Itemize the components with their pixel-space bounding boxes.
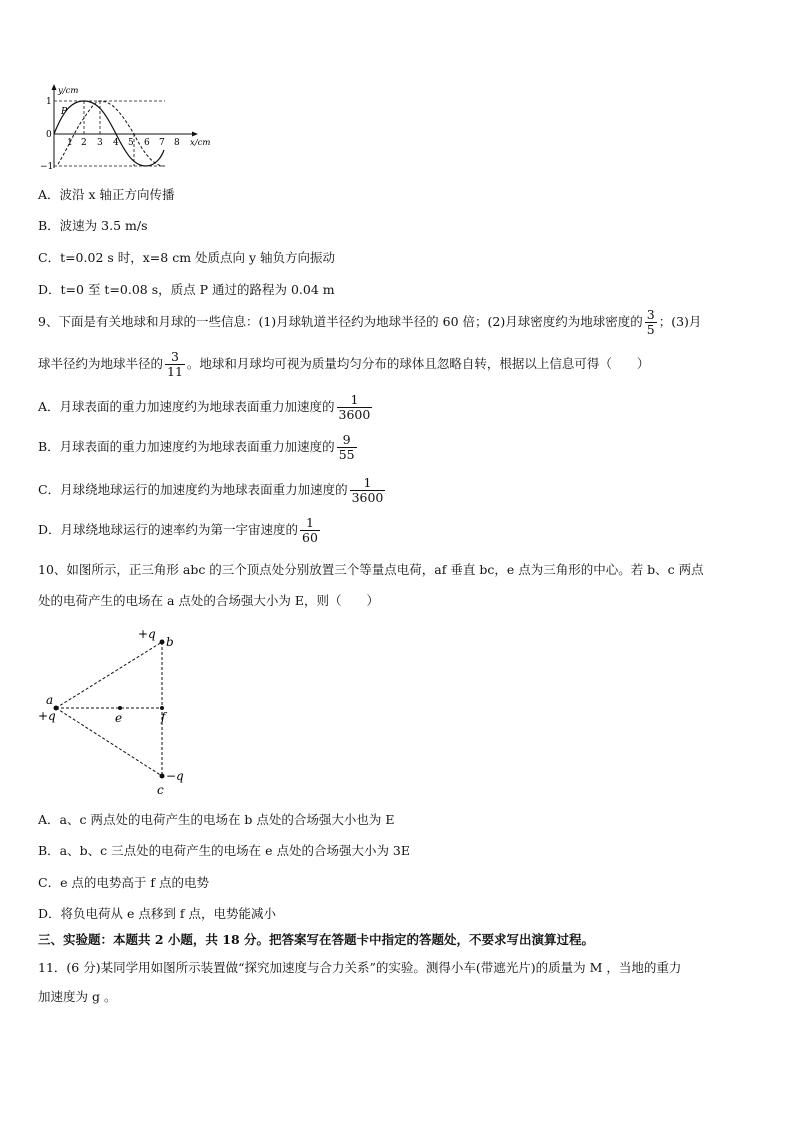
- option-text: C．月球绕地球运行的加速度约为地球表面重力加速度的: [38, 482, 348, 497]
- numerator: 1: [306, 515, 314, 530]
- numerator: 3: [646, 307, 655, 322]
- charge-b: +q: [138, 627, 156, 641]
- q9-option-b: [38, 433, 359, 462]
- charge-c: −q: [166, 769, 184, 783]
- option-fraction: [300, 516, 320, 545]
- x-tick: 5: [128, 138, 134, 148]
- q9-text-1-tail: ；(3)月: [658, 314, 702, 329]
- q10-stem-line1: 10、如图所示，正三角形 abc 的三个顶点处分别放置三个等量点电荷，af 垂直 bc，e 点为三角形的中心。若 b、c 两点: [38, 562, 704, 577]
- label-c: c: [157, 783, 164, 797]
- q9-stem-line1: [38, 308, 701, 337]
- q9-option-a: [38, 393, 374, 422]
- point-e: [118, 706, 122, 710]
- q9-option-c: [38, 476, 387, 505]
- label-e: e: [115, 711, 123, 725]
- numerator: 1: [350, 392, 359, 407]
- option-fraction: [350, 476, 386, 505]
- y-tick-0: 0: [46, 130, 52, 140]
- section-3-heading: 三、实验题：本题共 2 小题，共 18 分。把答案写在答题卡中指定的答题处，不要求写出演算过程。: [38, 932, 595, 947]
- option-text: A．月球表面的重力加速度约为地球表面重力加速度的: [38, 399, 335, 414]
- y-tick-neg1: −1: [40, 162, 54, 172]
- q8-option-d: D．t=0 至 t=0.08 s，质点 P 通过的路程为 0.04 m: [38, 282, 335, 297]
- x-tick: 4: [113, 138, 119, 148]
- x-tick: 1: [67, 138, 73, 148]
- numerator: 3: [170, 349, 179, 364]
- q9-fraction-3-11: [165, 350, 185, 379]
- option-fraction: [337, 393, 373, 422]
- q9-stem-line2: [38, 350, 649, 379]
- q9-text-2: 球半径约为地球半径的: [38, 356, 164, 371]
- q10-option-b: B．a、b、c 三点处的电荷产生的电场在 e 点处的合场强大小为 3E: [38, 843, 411, 858]
- y-arrow: [52, 84, 57, 90]
- x-axis-label: x/cm: [190, 138, 211, 148]
- denominator: 11: [167, 364, 183, 379]
- y-tick-1: 1: [46, 97, 52, 107]
- y-axis-label: y/cm: [58, 86, 79, 96]
- charge-a: +q: [38, 709, 56, 723]
- denominator: 3600: [338, 407, 371, 422]
- q11-stem-line1: 11．(6 分)某同学用如图所示装置做“探究加速度与合力关系”的实验。测得小车(带遮光片)的质量为 M ，当地的重力: [38, 960, 682, 975]
- point-p-label: P: [61, 107, 68, 117]
- label-b: b: [166, 635, 174, 649]
- q8-option-b: B．波速为 3.5 m/s: [38, 218, 148, 233]
- x-tick: 7: [159, 138, 165, 148]
- denominator: 60: [302, 530, 318, 545]
- numerator: 1: [363, 475, 372, 490]
- option-text: B．月球表面的重力加速度约为地球表面重力加速度的: [38, 439, 335, 454]
- label-f: f: [161, 710, 166, 724]
- q11-stem-line2: 加速度为 g 。: [38, 989, 117, 1004]
- q10-option-c: C．e 点的电势高于 f 点的电势: [38, 875, 210, 890]
- q10-option-a: A．a、c 两点处的电荷产生的电场在 b 点处的合场强大小也为 E: [38, 812, 395, 827]
- x-arrow: [192, 132, 198, 137]
- q9-option-d: [38, 516, 322, 545]
- option-fraction: [337, 433, 357, 462]
- q8-option-a: A．波沿 x 轴正方向传播: [38, 187, 175, 202]
- numerator: 9: [342, 432, 351, 447]
- q9-text-2-tail: 。地球和月球均可视为质量均匀分布的球体且忽略自转，根据以上信息可得（ ）: [186, 356, 650, 371]
- x-tick: 3: [97, 138, 103, 148]
- point-c: [160, 774, 165, 779]
- option-text: D．月球绕地球运行的速率约为第一宇宙速度的: [38, 522, 299, 537]
- x-tick: 2: [81, 138, 87, 148]
- q10-stem-line2: 处的电荷产生的电场在 a 点处的合场强大小为 E，则（ ）: [38, 593, 379, 608]
- q9-fraction-3-5: [645, 308, 657, 337]
- q9-text-1: 9、下面是有关地球和月球的一些信息：(1)月球轨道半径约为地球半径的 60 倍；(2)月球密度约为地球密度的: [38, 314, 643, 329]
- label-a: a: [46, 693, 54, 707]
- x-tick: 6: [144, 138, 150, 148]
- triangle-diagram: [34, 622, 204, 800]
- denominator: 3600: [351, 490, 384, 505]
- q8-option-c: C．t=0.02 s 时，x=8 cm 处质点向 y 轴负方向振动: [38, 250, 336, 265]
- x-tick: 8: [174, 138, 180, 148]
- wave-graph: [38, 84, 218, 176]
- q10-option-d: D．将负电荷从 e 点移到 f 点，电势能减小: [38, 906, 276, 921]
- denominator: 5: [646, 322, 655, 337]
- denominator: 55: [338, 447, 355, 462]
- point-b: [160, 640, 165, 645]
